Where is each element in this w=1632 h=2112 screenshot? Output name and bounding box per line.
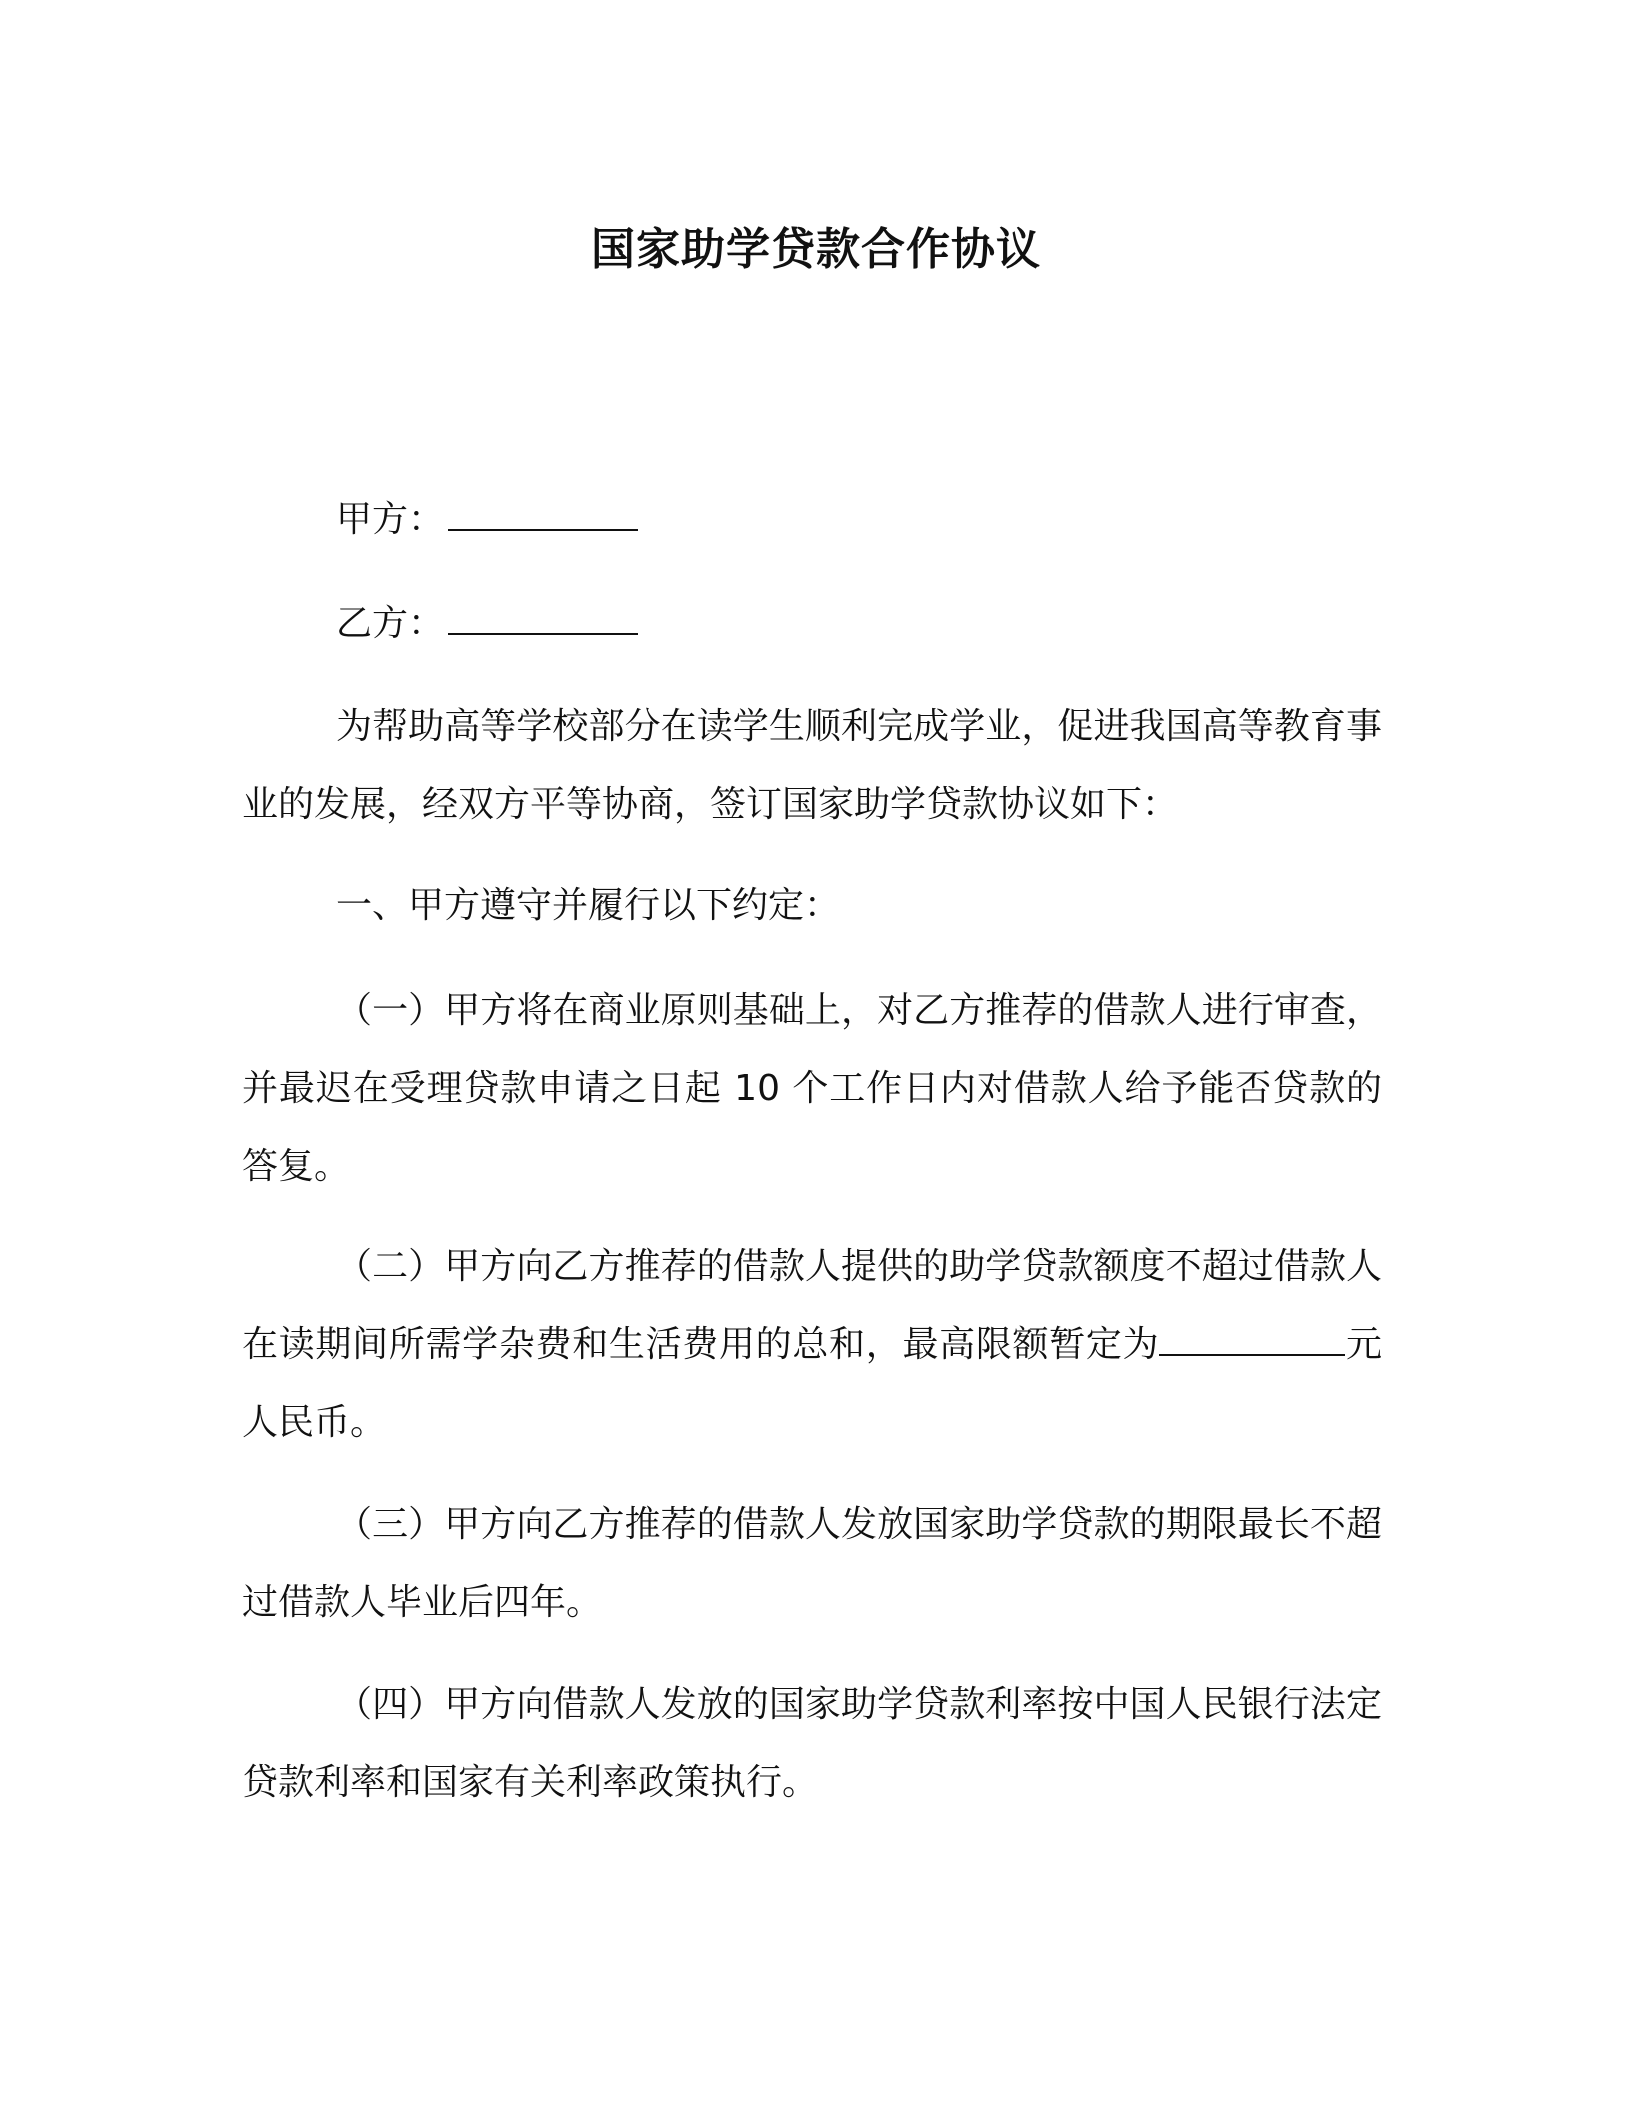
clause-1: （一）甲方将在商业原则基础上，对乙方推荐的借款人进行审查，并最迟在受理贷款申请之日起 10 个工作日内对借款人给予能否贷款的答复。 [242, 990, 1382, 1187]
clause-2 [242, 1228, 1382, 1462]
clause-2-tail: 元人民币。 [242, 1324, 1382, 1443]
document-title: 国家助学贷款合作协议 [591, 224, 1041, 275]
amount-blank [1159, 1328, 1345, 1356]
party-b-line [336, 600, 638, 648]
party-b-label: 乙方： [336, 603, 445, 644]
clause-3: （三）甲方向乙方推荐的借款人发放国家助学贷款的期限最长不超过借款人毕业后四年。 [242, 1504, 1382, 1623]
party-b-blank [448, 607, 638, 635]
section-1-heading: 一、甲方遵守并履行以下约定： [336, 885, 841, 926]
clause-4: （四）甲方向借款人发放的国家助学贷款利率按中国人民银行法定贷款利率和国家有关利率政策执行。 [242, 1684, 1382, 1803]
intro-paragraph: 为帮助高等学校部分在读学生顺利完成学业，促进我国高等教育事业的发展，经双方平等协商，签订国家助学贷款协议如下： [242, 706, 1382, 825]
party-a-line [336, 496, 638, 544]
party-a-blank [448, 503, 638, 531]
clause-2-text: （二）甲方向乙方推荐的借款人提供的助学贷款额度不超过借款人在读期间所需学杂费和生活费用的总和，最高限额暂定为 [242, 1246, 1382, 1365]
party-a-label: 甲方： [336, 499, 445, 540]
